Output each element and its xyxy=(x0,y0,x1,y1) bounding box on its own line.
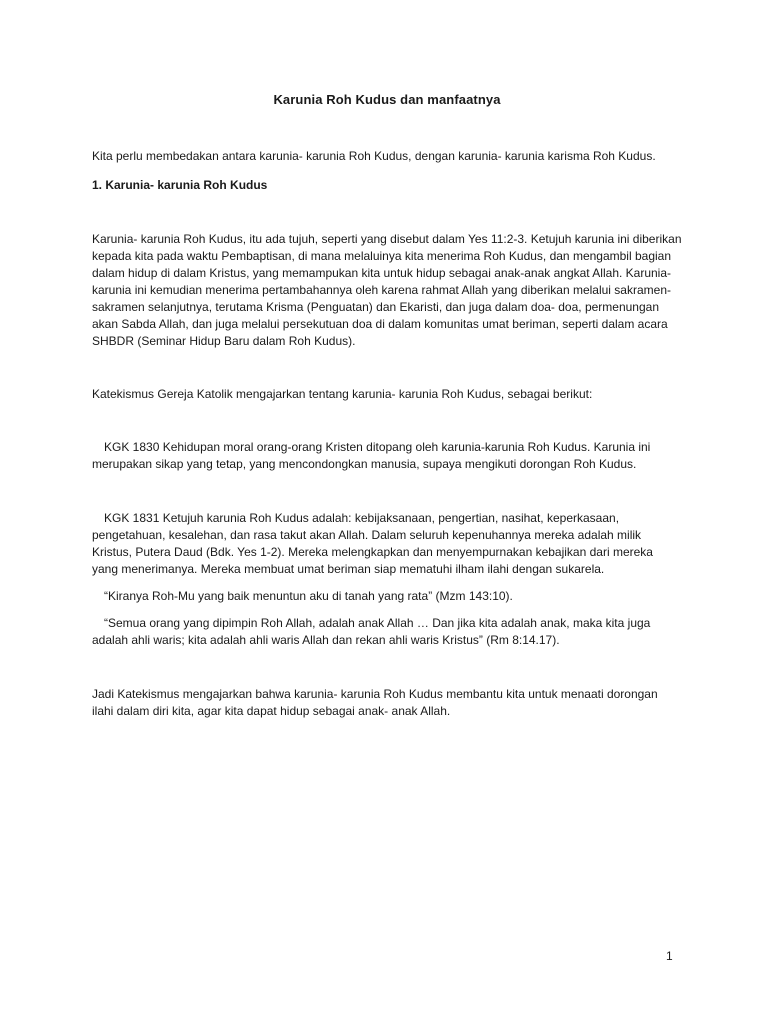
page-body xyxy=(92,92,682,720)
conclusion-paragraph: Jadi Katekismus mengajarkan bahwa karunia- karunia Roh Kudus membantu kita untuk menaati dorongan ilahi dalam diri kita, agar kita dapat hidup sebagai anak- anak Allah. xyxy=(92,687,658,718)
gifts-paragraph: Karunia- karunia Roh Kudus, itu ada tujuh, seperti yang disebut dalam Yes 11:2-3. Ketujuh karunia ini diberikan kepada kita pada waktu Pembaptisan, di mana melaluinya kita menerima Roh Kudus, dan mengambil bagian dalam hidup di dalam Kristus, yang memampukan kita untuk hidup sebagai anak-anak angkat Allah. Karunia- karunia ini kemudian menerima pertambahannya oleh karena rahmat Allah yang diberikan melalui sakramen- sakramen selanjutnya, terutama Krisma (Penguatan) dan Ekaristi, dan juga dalam doa- doa, permenungan akan Sabda Allah, dan juga melalui persekutuan doa di dalam komunitas umat beriman, seperti dalam acara SHBDR (Seminar Hidup Baru dalam Roh Kudus). xyxy=(92,232,682,348)
page-title: Karunia Roh Kudus dan manfaatnya xyxy=(273,92,501,107)
page-number: 1 xyxy=(666,949,673,963)
romans-quote: “Semua orang yang dipimpin Roh Allah, adalah anak Allah … Dan jika kita adalah anak, maka kita juga adalah ahli waris; kita adalah ahli waris Allah dan rekan ahli waris Kristus” (Rm 8:14.17). xyxy=(92,616,651,647)
intro-paragraph: Kita perlu membedakan antara karunia- karunia Roh Kudus, dengan karunia- karunia karisma Roh Kudus. xyxy=(92,149,656,163)
psalm-quote: “Kiranya Roh-Mu yang baik menuntun aku di tanah yang rata” (Mzm 143:10). xyxy=(104,589,513,603)
kgk-1830-paragraph: KGK 1830 Kehidupan moral orang-orang Kristen ditopang oleh karunia-karunia Roh Kudus. Karunia ini merupakan sikap yang tetap, yang mencondongkan manusia, supaya mengikuti dorongan Roh Kudus. xyxy=(92,440,651,471)
kgk-1831-paragraph: KGK 1831 Ketujuh karunia Roh Kudus adalah: kebijaksanaan, pengertian, nasihat, keperkasaan, pengetahuan, kesalehan, dan rasa takut akan Allah. Dalam seluruh kepenuhannya mereka adalah milik Kristus, Putera Daud (Bdk. Yes 1-2). Mereka melengkapkan dan menyempurnakan kebajikan dari mereka yang menerimanya. Mereka membuat umat beriman siap mematuhi ilham ilahi dengan sukarela. xyxy=(92,511,653,576)
section-heading: 1. Karunia- karunia Roh Kudus xyxy=(92,178,268,192)
catechism-intro-paragraph: Katekismus Gereja Katolik mengajarkan tentang karunia- karunia Roh Kudus, sebagai berikut: xyxy=(92,387,593,401)
